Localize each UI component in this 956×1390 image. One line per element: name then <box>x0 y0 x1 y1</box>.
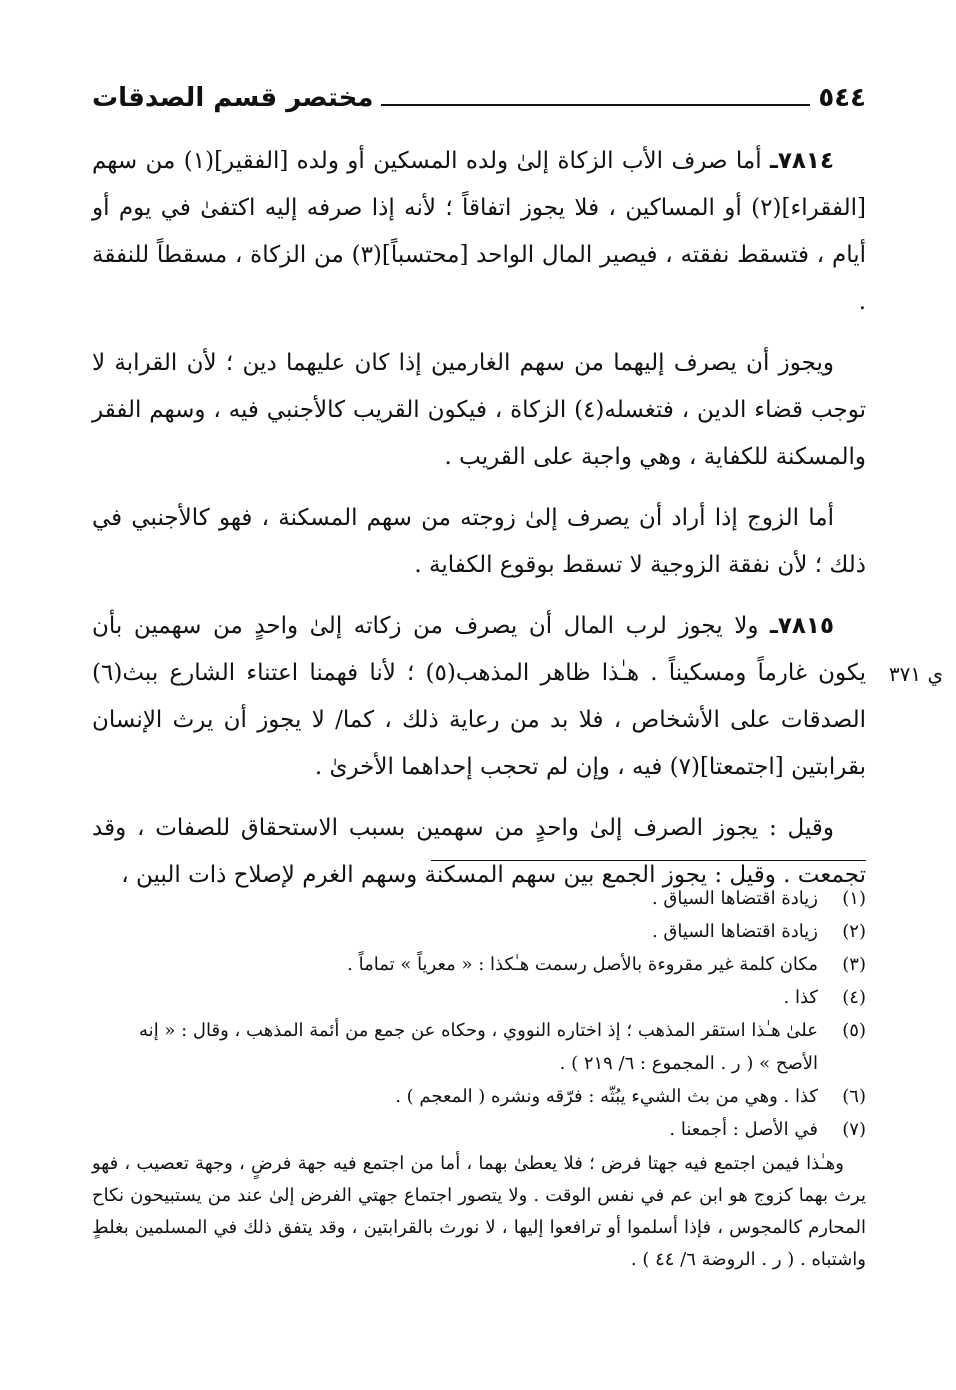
footnote-comment: وهـٰذا فيمن اجتمع فيه جهتا فرض ؛ فلا يعطىٰ بهما ، أما من اجتمع فيه جهة فرضٍ ، وجهة تعصيب ، فهو يرث بهما كزوج هو ابن عم في نفس الوقت . ولا يتصور اجتماع جهتي الفرض إلىٰ عند من يستبيحون نكاح المحارم كالمجوس ، فإذا أسلموا أو ترافعوا إليها ، لا نورث بالقرابتين ، وقد يتفق ذلك في المسلمين بغلطٍ واشتباه . ( ر . الروضة ٦/ ٤٤ ) . <box>92 1153 866 1270</box>
footnote-number: (٢) <box>842 921 866 942</box>
footnotes <box>92 882 866 1276</box>
footnote-text: كذا . <box>783 987 818 1008</box>
footnote-text: زيادة اقتضاها السياق . <box>651 921 818 942</box>
footnote <box>92 1014 866 1080</box>
paragraph-text: أما الزوج إذا أراد أن يصرف إلىٰ زوجته من سهم المسكنة ، فهو كالأجنبي في ذلك ؛ لأن نفقة الزوجية لا تسقط بوقوع الكفاية . <box>92 505 866 578</box>
manuscript-folio-note: ي ٣٧١ <box>888 662 944 686</box>
footnote-number: (١) <box>842 888 866 909</box>
footnote <box>92 1113 866 1146</box>
footnote-text: زيادة اقتضاها السياق . <box>651 888 818 909</box>
paragraph-debtors <box>92 340 866 481</box>
footnote-separator <box>431 860 866 861</box>
issue-number: ٧٨١٤ـ <box>769 148 834 174</box>
footnote <box>92 981 866 1014</box>
footnote <box>92 948 866 981</box>
footnote-text: في الأصل : أجمعنا . <box>669 1119 818 1140</box>
footnote-number: (٤) <box>842 987 866 1008</box>
footnote-text: علىٰ هـٰذا استقر المذهب ؛ إذ اختاره النووي ، وحكاه عن جمع من أئمة المذهب ، وقال : « إنه الأصح » ( ر . المجموع : ٦/ ٢١٩ ) . <box>139 1020 818 1074</box>
footnote-number: (٧) <box>842 1119 866 1140</box>
main-text <box>92 138 866 913</box>
footnote <box>92 882 866 915</box>
footnote-number: (٦) <box>842 1086 866 1107</box>
paragraph-husband <box>92 495 866 589</box>
page-number: ٥٤٤ <box>818 83 866 113</box>
paragraph-7814 <box>92 138 866 326</box>
footnote-number: (٥) <box>842 1020 866 1041</box>
paragraph-text: ولا يجوز لرب المال أن يصرف من زكاته إلىٰ واحدٍ من سهمين بأن يكون غارماً ومسكيناً . هـٰذا ظاهر المذهب(٥) ؛ لأنا فهمنا اعتناء الشارع ببث(٦) الصدقات على الأشخاص ، فلا بد من رعاية ذلك ، كما/ لا يجوز أن يرث الإنسان بقرابتين [اجتمعتا](٧) فيه ، وإن لم تحجب إحداهما الأخرىٰ . <box>92 613 866 780</box>
footnote-text: كذا . وهي من بث الشيء يبُثّه : فرّقه ونشره ( المعجم ) . <box>395 1086 818 1107</box>
footnote <box>92 1080 866 1113</box>
paragraph-text: وقيل : يجوز الصرف إلىٰ واحدٍ من سهمين بسبب الاستحقاق للصفات ، وقد تجمعت . وقيل : يجوز الجمع بين سهم المسكنة وسهم الغرم لإصلاح ذات البين ، <box>92 815 866 888</box>
issue-number: ٧٨١٥ـ <box>769 613 834 639</box>
footnote-number: (٣) <box>842 954 866 975</box>
footnote-text: مكان كلمة غير مقروءة بالأصل رسمت هـٰكذا : « معرياً » تماماً . <box>347 954 818 975</box>
paragraph-text: أما صرف الأب الزكاة إلىٰ ولده المسكين أو ولده [الفقير](١) من سهم [الفقراء](٢) أو المساكين ، فلا يجوز اتفاقاً ؛ لأنه إذا صرفه إليه اكتفىٰ في يوم أو أيام ، فتسقط نفقته ، فيصير المال الواحد [محتسباً](٣) من الزكاة ، مسقطاً للنفقة . <box>92 148 866 315</box>
running-header <box>92 78 866 118</box>
header-rule <box>381 90 810 106</box>
paragraph-text: ويجوز أن يصرف إليهما من سهم الغارمين إذا كان عليهما دين ؛ لأن القرابة لا توجب قضاء الدين ، فتغسله(٤) الزكاة ، فيكون القريب كالأجنبي فيه ، وسهم الفقر والمسكنة للكفاية ، وهي واجبة على القريب . <box>92 350 866 470</box>
running-title: مختصر قسم الصدقات <box>92 83 374 113</box>
paragraph-7815 <box>92 603 866 791</box>
footnote <box>92 915 866 948</box>
